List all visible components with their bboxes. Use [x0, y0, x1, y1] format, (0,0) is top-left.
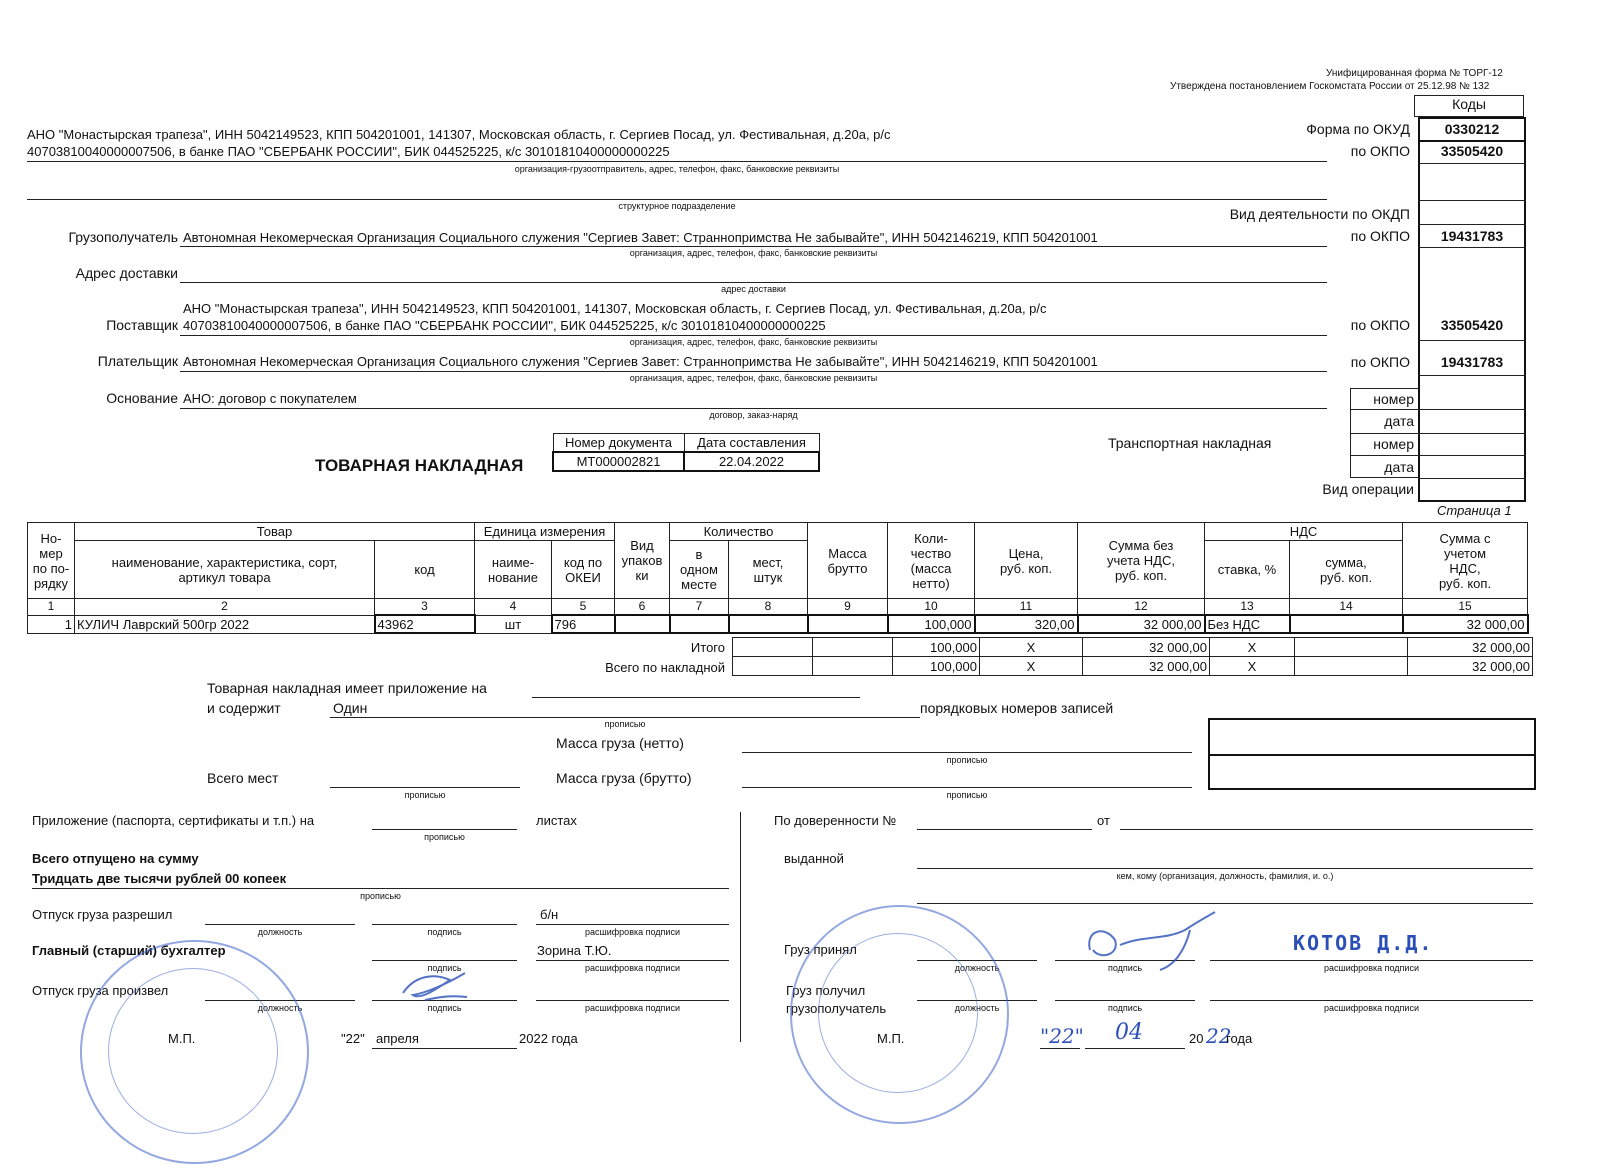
- contains-label: и содержит: [207, 700, 281, 716]
- issued-caption: кем, кому (организация, должность, фамилия, и. о.): [1116, 871, 1334, 881]
- total-words: Тридцать две тысячи рублей 00 копеек: [32, 871, 287, 886]
- codes-column: [1418, 117, 1526, 502]
- okpo-label-shipper: по ОКПО: [1350, 143, 1410, 159]
- places-label: Всего мест: [207, 770, 279, 786]
- payer-label: Плательщик: [97, 353, 178, 369]
- grand-price-x: X: [980, 657, 1083, 676]
- grand-rate-x: X: [1210, 657, 1295, 676]
- release-allowed-bn: б/н: [540, 907, 559, 922]
- consignee-caption: организация, адрес, телефон, факс, банковские реквизиты: [629, 248, 878, 258]
- issued-label: выданной: [784, 851, 844, 866]
- records-count: Один: [333, 700, 368, 716]
- position-cap-3: должность: [257, 1003, 303, 1013]
- col-vat-sum-header: сумма, руб. коп.: [1290, 541, 1403, 599]
- col-unit-header: Единица измерения: [475, 523, 615, 541]
- totals-table: [732, 637, 1533, 676]
- release-allowed-label: Отпуск груза разрешил: [32, 907, 173, 922]
- basis-date-label: дата: [1384, 413, 1414, 429]
- total-label: Итого: [690, 640, 725, 655]
- goods-table: [27, 522, 1529, 634]
- position-cap-1: должность: [257, 927, 303, 937]
- attach-propisyu: прописью: [424, 832, 465, 842]
- release-done-label: Отпуск груза произвел: [32, 983, 169, 998]
- from-label: от: [1097, 813, 1110, 828]
- okpo-label-payer: по ОКПО: [1350, 354, 1410, 370]
- codes-header: Коды: [1414, 95, 1524, 117]
- supplier-label: Поставщик: [106, 317, 178, 333]
- operation-label: Вид операции: [1322, 481, 1414, 497]
- position-cap-4: должность: [954, 963, 1000, 973]
- records-propisyu: прописью: [604, 719, 646, 729]
- grand-net: 100,000: [893, 657, 980, 676]
- row-price: 320,00: [975, 615, 1078, 633]
- accepted-name: КОТОВ Д.Д.: [1293, 931, 1434, 955]
- transport-number-label: номер: [1373, 436, 1414, 452]
- places-propisyu: прописью: [404, 790, 446, 800]
- stamp-right-inner: [818, 933, 978, 1093]
- col-code-header: код: [375, 541, 475, 599]
- page-number: Страница 1: [1437, 503, 1512, 518]
- total-sum-wo: 32 000,00: [1083, 638, 1210, 657]
- sign-cap-5: подпись: [1107, 1003, 1143, 1013]
- col-rate-header: ставка, %: [1205, 541, 1290, 599]
- col-goods-name-header: наименование, характеристика, сорт, артикул товара: [75, 541, 375, 599]
- sign-cap-3: подпись: [427, 1003, 462, 1013]
- col-qty-header: Количество: [670, 523, 808, 541]
- basis-value: АНО: договор с покупателем: [183, 391, 357, 406]
- chief-accountant-label: Главный (старший) бухгалтер: [32, 943, 226, 958]
- shipper-caption: организация-грузоотправитель, адрес, телефон, факс, банковские реквизиты: [514, 164, 840, 174]
- row-name: КУЛИЧ Лаврский 500гр 2022: [75, 615, 375, 633]
- received-label-2: грузополучатель: [786, 1001, 887, 1016]
- column-numbers-row: 1 2 3 4 5 6 7 8 9 10 11 12 13 14 15: [28, 599, 1528, 616]
- grand-sum-w: 32 000,00: [1408, 657, 1533, 676]
- row-sum-w: 32 000,00: [1403, 615, 1528, 633]
- accepted-label: Груз принял: [784, 942, 857, 957]
- position-cap-5: должность: [954, 1003, 1000, 1013]
- col-price-header: Цена, руб. коп.: [975, 523, 1078, 599]
- table-row: [28, 615, 1528, 633]
- mp-left: М.П.: [168, 1031, 196, 1046]
- recv-year-prefix: 20: [1189, 1031, 1204, 1046]
- received-label-1: Груз получил: [786, 983, 866, 998]
- grand-sum-wo: 32 000,00: [1083, 657, 1210, 676]
- decode-cap-5: расшифровка подписи: [1324, 1003, 1419, 1013]
- okud-label: Форма по ОКУД: [1306, 121, 1410, 137]
- row-rate: Без НДС: [1205, 615, 1290, 633]
- shipper-line1: АНО "Монастырская трапеза", ИНН 5042149523, КПП 504201001, 141307, Московская область, г. Сергиев Посад, ул. Фестивальная, д.20а, р/с: [27, 127, 891, 142]
- doc-number: МТ000002821: [553, 452, 684, 471]
- col-pack-header: Вид упаков ки: [615, 523, 670, 599]
- basis-label: Основание: [106, 390, 178, 406]
- release-day: "22": [341, 1031, 365, 1046]
- form-name: Унифицированная форма № ТОРГ-12: [1326, 68, 1503, 79]
- okdp-label: Вид деятельности по ОКДП: [1229, 206, 1410, 222]
- recv-month: 04: [1115, 1020, 1143, 1045]
- row-unit: шт: [475, 615, 552, 633]
- net-propisyu: прописью: [946, 755, 988, 765]
- col-sum-w-header: Сумма с учетом НДС, руб. коп.: [1403, 523, 1528, 599]
- delivery-label: Адрес доставки: [75, 265, 178, 281]
- signature-left-icon: [395, 965, 475, 1010]
- stamp-left-inner: [108, 968, 278, 1134]
- total-released-label: Всего отпущено на сумму: [32, 851, 199, 866]
- row-code: 43962: [375, 615, 475, 633]
- delivery-caption: адрес доставки: [721, 284, 786, 294]
- col-unit-name-header: наиме- нование: [475, 541, 552, 599]
- total-price-x: X: [980, 638, 1083, 657]
- gross-mass-label: Масса груза (брутто): [556, 770, 692, 786]
- payer-caption: организация, адрес, телефон, факс, банковские реквизиты: [629, 373, 878, 383]
- doc-date: 22.04.2022: [684, 452, 819, 471]
- payer-value: Автономная Некомерческая Организация Социального служения "Сергиев Завет: Страннопримства Не забывайте", ИНН 5042146219, КПП 504201001: [183, 354, 1098, 369]
- total-sum-w: 32 000,00: [1408, 638, 1533, 657]
- basis-number-label: номер: [1373, 391, 1414, 407]
- okud-value: 0330212: [1444, 121, 1500, 137]
- form-approval: Утверждена постановлением Госкомстата России от 25.12.98 № 132: [1170, 81, 1490, 92]
- transport-label: Транспортная накладная: [1108, 435, 1272, 451]
- row-sum-wo: 32 000,00: [1078, 615, 1205, 633]
- release-month: апреля: [376, 1031, 419, 1046]
- gross-propisyu: прописью: [946, 790, 988, 800]
- document-title: ТОВАРНАЯ НАКЛАДНАЯ: [315, 456, 524, 475]
- col-one-place-header: в одном месте: [670, 541, 729, 599]
- recv-year-word: года: [1226, 1031, 1253, 1046]
- net-mass-label: Масса груза (нетто): [556, 735, 684, 751]
- col-num-header: Но- мер по по- рядку: [28, 523, 75, 599]
- row-net: 100,000: [888, 615, 975, 633]
- doc-date-header: Дата составления: [684, 434, 819, 453]
- signature-right-icon: [1075, 910, 1225, 980]
- row-num: 1: [28, 615, 75, 633]
- subdivision-caption: структурное подразделение: [618, 201, 736, 211]
- mp-right: М.П.: [877, 1031, 905, 1046]
- consignee-value: Автономная Некомерческая Организация Социального служения "Сергиев Завет: Страннопримства Не забывайте", ИНН 5042146219, КПП 504201001: [183, 230, 1098, 245]
- decode-cap-3: расшифровка подписи: [585, 1003, 680, 1013]
- col-places-header: мест, штук: [729, 541, 808, 599]
- grand-total-label: Всего по накладной: [605, 660, 725, 675]
- col-okei-header: код по ОКЕИ: [552, 541, 615, 599]
- col-gross-header: Масса брутто: [808, 523, 888, 599]
- decode-cap-1: расшифровка подписи: [585, 927, 680, 937]
- recv-day: "22": [1040, 1024, 1084, 1048]
- recv-year-suffix: 22: [1206, 1024, 1232, 1048]
- total-net: 100,000: [893, 638, 980, 657]
- basis-caption: договор, заказ-наряд: [709, 410, 798, 420]
- okpo-consignee-value: 19431783: [1440, 228, 1504, 244]
- okpo-label-supplier: по ОКПО: [1350, 317, 1410, 333]
- transport-date-label: дата: [1384, 459, 1414, 475]
- sign-cap-2: подпись: [427, 963, 462, 973]
- consignee-label: Грузополучатель: [68, 229, 178, 245]
- sheets-label: листах: [536, 813, 577, 828]
- release-year: 2022 года: [519, 1031, 578, 1046]
- col-vat-header: НДС: [1205, 523, 1403, 541]
- accountant-name: Зорина Т.Ю.: [537, 943, 612, 958]
- attach-label: Приложение (паспорта, сертификаты и т.п.) на: [32, 813, 315, 828]
- col-goods-header: Товар: [75, 523, 475, 541]
- total-propisyu: прописью: [360, 891, 401, 901]
- row-okei: 796: [552, 615, 615, 633]
- supplier-caption: организация, адрес, телефон, факс, банковские реквизиты: [629, 337, 878, 347]
- shipper-line2: 40703810040000007506, в банке ПАО "СБЕРБАНК РОССИИ", БИК 044525225, к/с 30101810400000000225: [27, 144, 670, 159]
- doc-number-header: Номер документа: [553, 434, 684, 453]
- supplier-line2: 40703810040000007506, в банке ПАО "СБЕРБАНК РОССИИ", БИК 044525225, к/с 30101810400000000225: [183, 318, 826, 333]
- decode-cap-4: расшифровка подписи: [1324, 963, 1419, 973]
- document-number-table: [552, 433, 820, 472]
- decode-cap-2: расшифровка подписи: [585, 963, 680, 973]
- supplier-line1: АНО "Монастырская трапеза", ИНН 5042149523, КПП 504201001, 141307, Московская область, г. Сергиев Посад, ул. Фестивальная, д.20а, р/с: [183, 301, 1047, 316]
- proxy-label: По доверенности №: [774, 813, 897, 828]
- okpo-payer-value: 19431783: [1440, 354, 1504, 370]
- appendix-text: Товарная накладная имеет приложение на: [207, 680, 487, 696]
- col-sum-wo-header: Сумма без учета НДС, руб. коп.: [1078, 523, 1205, 599]
- col-net-header: Коли- чество (масса нетто): [888, 523, 975, 599]
- sign-cap-4: подпись: [1107, 963, 1143, 973]
- okpo-shipper-value: 33505420: [1440, 143, 1504, 159]
- records-label: порядковых номеров записей: [920, 700, 1114, 716]
- total-rate-x: X: [1210, 638, 1295, 657]
- sign-cap-1: подпись: [427, 927, 462, 937]
- okpo-supplier-value: 33505420: [1440, 317, 1504, 333]
- okpo-label-consignee: по ОКПО: [1350, 228, 1410, 244]
